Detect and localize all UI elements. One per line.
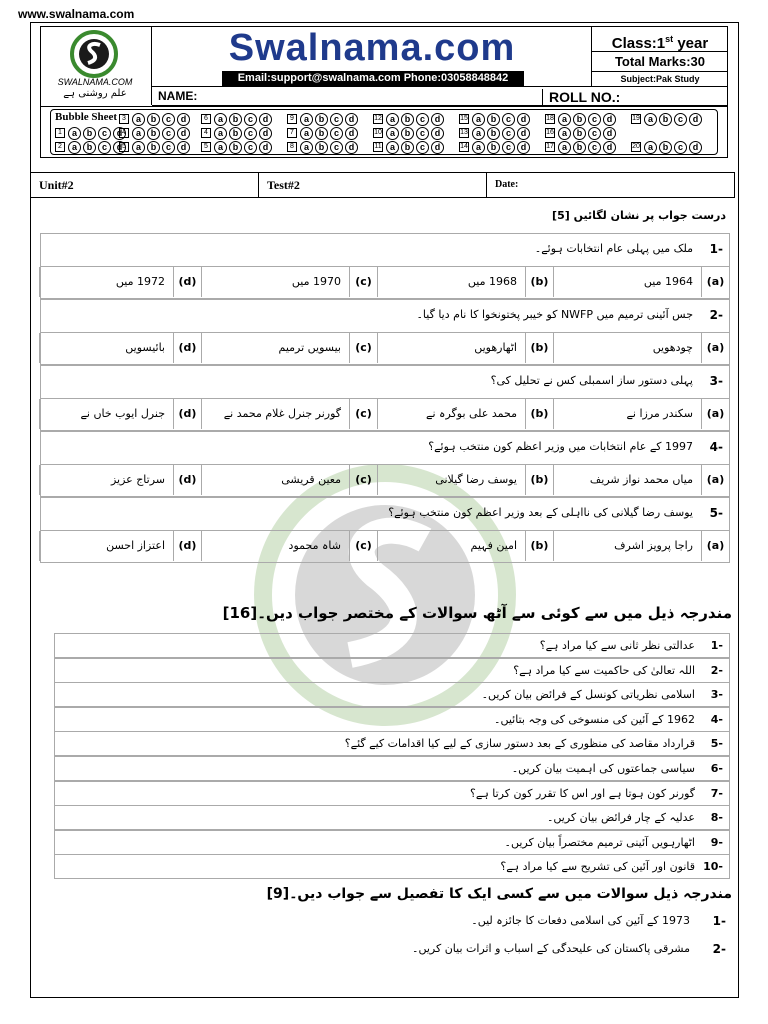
bubble-number: 4 bbox=[201, 128, 211, 138]
bubble-row bbox=[287, 140, 360, 154]
option-cell bbox=[553, 465, 701, 495]
bubble-number: 3 bbox=[119, 114, 129, 124]
mcq-options-row bbox=[40, 267, 730, 299]
option-text: سکندر مرزا نے bbox=[626, 407, 693, 420]
bubble-b[interactable]: b bbox=[229, 141, 242, 154]
bubble-a[interactable]: a bbox=[214, 141, 227, 154]
bubble-b[interactable]: b bbox=[573, 141, 586, 154]
bubble-c[interactable]: c bbox=[416, 113, 429, 126]
mcq-options-row bbox=[40, 531, 730, 563]
question-text: اسلامی نظریاتی کونسل کے فرائض بیان کریں۔ bbox=[481, 688, 695, 702]
bubble-row bbox=[119, 112, 192, 126]
question-text: قانون اور آئین کی تشریح سے کیا مراد ہے؟ bbox=[500, 860, 695, 874]
question-text: اٹھارہویں آئینی ترمیم مختصراً بیان کریں۔ bbox=[504, 835, 695, 849]
bubble-d[interactable]: d bbox=[345, 141, 358, 154]
option-cell bbox=[39, 333, 173, 363]
question-text: پہلی دستور ساز اسمبلی کس نے تحلیل کی؟ bbox=[490, 374, 693, 387]
bubble-c[interactable]: c bbox=[674, 141, 687, 154]
bubble-d[interactable]: d bbox=[177, 113, 190, 126]
bubble-a[interactable]: a bbox=[644, 141, 657, 154]
bubble-b[interactable]: b bbox=[229, 113, 242, 126]
bubble-d[interactable]: d bbox=[517, 141, 530, 154]
short-question-row bbox=[54, 756, 730, 781]
bubble-a[interactable]: a bbox=[472, 141, 485, 154]
bubble-d[interactable]: d bbox=[431, 113, 444, 126]
option-label-b[interactable]: (b) bbox=[525, 531, 553, 561]
bubble-number: 7 bbox=[287, 128, 297, 138]
question-number: 1- bbox=[710, 639, 723, 652]
bubble-number: 13 bbox=[460, 129, 468, 136]
bubble-number: 14 bbox=[460, 143, 468, 150]
question-number: 2- bbox=[709, 308, 723, 322]
bubble-number: 16 bbox=[546, 129, 554, 136]
bubble-a[interactable]: a bbox=[68, 141, 81, 154]
option-label-c[interactable]: (c) bbox=[349, 333, 377, 363]
option-text: سرتاج عزیز bbox=[110, 473, 165, 486]
bubble-number: 17 bbox=[546, 143, 554, 150]
option-text: میاں محمد نواز شریف bbox=[589, 473, 693, 486]
bubble-row bbox=[287, 112, 360, 126]
bubble-a[interactable]: a bbox=[132, 141, 145, 154]
mcq-question-row bbox=[40, 233, 730, 267]
bubble-row bbox=[459, 112, 532, 126]
question-number: 4- bbox=[709, 440, 723, 454]
bubble-row bbox=[545, 126, 618, 140]
bubble-d[interactable]: d bbox=[259, 127, 272, 140]
bubble-c[interactable]: c bbox=[416, 127, 429, 140]
option-cell bbox=[377, 267, 525, 297]
bubble-c[interactable]: c bbox=[330, 127, 343, 140]
long-question-text: مشرقی پاکستان کی علیحدگی کے اسباب و اثرات بیان کریں۔ bbox=[412, 942, 690, 955]
option-cell bbox=[201, 333, 349, 363]
question-number: 7- bbox=[710, 786, 723, 800]
question-number: 2- bbox=[710, 663, 723, 677]
short-question-row bbox=[54, 731, 730, 756]
bubble-b[interactable]: b bbox=[315, 141, 328, 154]
bubble-c[interactable]: c bbox=[502, 141, 515, 154]
unit-label: Unit#2 bbox=[31, 173, 259, 197]
option-cell bbox=[201, 267, 349, 297]
bubble-sheet bbox=[50, 109, 718, 155]
question-number: 2- bbox=[712, 942, 726, 956]
option-cell bbox=[201, 531, 349, 561]
bubble-b[interactable]: b bbox=[401, 113, 414, 126]
option-text: امین فہیم bbox=[470, 539, 517, 552]
question-text: جس آئینی ترمیم میں NWFP کو خیبر پختونخوا کا نام دیا گیا۔ bbox=[416, 308, 693, 321]
bubble-c[interactable]: c bbox=[98, 141, 111, 154]
question-number: 8- bbox=[710, 811, 723, 825]
mcq-options-row bbox=[40, 399, 730, 431]
short-question-row bbox=[54, 658, 730, 683]
option-label-c[interactable]: (c) bbox=[349, 267, 377, 297]
bubble-c[interactable]: c bbox=[674, 113, 687, 126]
bubble-d[interactable]: d bbox=[113, 141, 126, 154]
option-text: معین قریشی bbox=[281, 473, 341, 486]
bubble-b[interactable]: b bbox=[487, 127, 500, 140]
bubble-d[interactable]: d bbox=[177, 127, 190, 140]
option-label-d[interactable]: (d) bbox=[173, 399, 201, 429]
option-label-c[interactable]: (c) bbox=[349, 465, 377, 495]
bubble-d[interactable]: d bbox=[113, 127, 126, 140]
option-cell bbox=[553, 333, 701, 363]
bubble-a[interactable]: a bbox=[300, 141, 313, 154]
bubble-row bbox=[201, 140, 274, 154]
bubble-row bbox=[545, 140, 618, 154]
bubble-d[interactable]: d bbox=[259, 113, 272, 126]
option-label-a[interactable]: (a) bbox=[701, 465, 729, 495]
bubble-d[interactable]: d bbox=[177, 141, 190, 154]
bubble-d[interactable]: d bbox=[517, 113, 530, 126]
question-text: سیاسی جماعتوں کی اہمیت بیان کریں۔ bbox=[511, 762, 695, 775]
bubble-a[interactable]: a bbox=[386, 141, 399, 154]
bubble-a[interactable]: a bbox=[132, 113, 145, 126]
question-number: 1- bbox=[712, 914, 726, 928]
bubble-b[interactable]: b bbox=[487, 113, 500, 126]
option-cell bbox=[39, 531, 173, 561]
bubble-row bbox=[287, 126, 360, 140]
bubble-c[interactable]: c bbox=[502, 113, 515, 126]
bubble-c[interactable]: c bbox=[330, 141, 343, 154]
logo-text: SWALNAMA.COM bbox=[57, 77, 133, 87]
bubble-d[interactable]: d bbox=[689, 113, 702, 126]
bubble-c[interactable]: c bbox=[588, 113, 601, 126]
bubble-b[interactable]: b bbox=[83, 141, 96, 154]
bubble-d[interactable]: d bbox=[603, 127, 616, 140]
option-text: شاہ محمود bbox=[288, 539, 341, 552]
bubble-b[interactable]: b bbox=[83, 127, 96, 140]
option-cell bbox=[553, 267, 701, 297]
bubble-c[interactable]: c bbox=[416, 141, 429, 154]
mcq-question-row bbox=[40, 299, 730, 333]
bubble-a[interactable]: a bbox=[558, 141, 571, 154]
bubble-row bbox=[545, 112, 618, 126]
question-number: 3- bbox=[710, 688, 723, 702]
question-text: عدلیہ کے چار فرائض بیان کریں۔ bbox=[546, 811, 695, 825]
test-label: Test#2 bbox=[259, 173, 487, 197]
bubble-row bbox=[119, 126, 192, 140]
bubble-b[interactable]: b bbox=[573, 127, 586, 140]
bubble-a[interactable]: a bbox=[472, 127, 485, 140]
logo-tagline: علم روشنی ہے bbox=[63, 88, 127, 99]
mcq-options-row bbox=[40, 333, 730, 365]
short-heading: مندرجہ ذیل میں سے کوئی سے آٹھ سوالات کے مختصر جواب دیں۔[16] bbox=[222, 604, 732, 622]
option-text: بیسویں ترمیم bbox=[278, 341, 341, 354]
short-question-row bbox=[54, 633, 730, 658]
info-row bbox=[30, 172, 735, 198]
bubble-number: 1 bbox=[55, 128, 65, 138]
bubble-number: 9 bbox=[287, 114, 297, 124]
bubble-c[interactable]: c bbox=[162, 141, 175, 154]
mcq-question-row bbox=[40, 431, 730, 465]
contact-bar: Email:support@swalnama.com Phone:03058848842 bbox=[222, 71, 524, 86]
bubble-number: 15 bbox=[460, 115, 468, 122]
option-text: 1964 میں bbox=[643, 275, 693, 288]
bubble-row bbox=[459, 140, 532, 154]
option-text: 1968 میں bbox=[467, 275, 517, 288]
bubble-row bbox=[201, 112, 274, 126]
option-text: راجا پرویز اشرف bbox=[614, 539, 693, 552]
question-number: 6- bbox=[710, 762, 723, 775]
bubble-number: 4 bbox=[119, 128, 129, 138]
bubble-row bbox=[55, 126, 128, 140]
bubble-number: 19 bbox=[632, 115, 640, 122]
option-label-a[interactable]: (a) bbox=[701, 399, 729, 429]
question-text: عدالتی نظر ثانی سے کیا مراد ہے؟ bbox=[539, 639, 695, 652]
question-text: گورنر کون ہوتا ہے اور اس کا تقرر کون کرتا ہے؟ bbox=[470, 786, 695, 800]
question-text: اللہ تعالیٰ کی حاکمیت سے کیا مراد ہے؟ bbox=[513, 663, 695, 677]
bubble-b[interactable]: b bbox=[147, 141, 160, 154]
bubble-c[interactable]: c bbox=[98, 127, 111, 140]
option-cell bbox=[39, 465, 173, 495]
bubble-d[interactable]: d bbox=[345, 127, 358, 140]
logo-cell bbox=[40, 26, 152, 105]
option-label-c[interactable]: (c) bbox=[349, 531, 377, 561]
short-question-row bbox=[54, 805, 730, 830]
question-number: 10- bbox=[703, 860, 723, 874]
option-label-a[interactable]: (a) bbox=[701, 267, 729, 297]
logo-icon bbox=[62, 30, 126, 78]
option-label-b[interactable]: (b) bbox=[525, 267, 553, 297]
option-label-d[interactable]: (d) bbox=[173, 465, 201, 495]
bubble-d[interactable]: d bbox=[431, 127, 444, 140]
option-label-d[interactable]: (d) bbox=[173, 333, 201, 363]
bubble-a[interactable]: a bbox=[300, 113, 313, 126]
bubble-d[interactable]: d bbox=[603, 141, 616, 154]
bubble-c[interactable]: c bbox=[502, 127, 515, 140]
bubble-b[interactable]: b bbox=[573, 113, 586, 126]
bubble-d[interactable]: d bbox=[517, 127, 530, 140]
option-text: محمد علی بوگرہ نے bbox=[426, 407, 517, 420]
short-question-row bbox=[54, 781, 730, 806]
short-question-row bbox=[54, 682, 730, 707]
option-text: جنرل ایوب خاں نے bbox=[80, 407, 165, 420]
bubble-b[interactable]: b bbox=[659, 113, 672, 126]
question-number: 5- bbox=[709, 506, 723, 520]
option-text: 1970 میں bbox=[291, 275, 341, 288]
bubble-c[interactable]: c bbox=[588, 141, 601, 154]
bubble-b[interactable]: b bbox=[315, 127, 328, 140]
bubble-row bbox=[459, 126, 532, 140]
bubble-row bbox=[631, 112, 704, 126]
bubble-row bbox=[631, 140, 704, 154]
option-text: اٹھارھویں bbox=[474, 341, 517, 354]
short-question-row bbox=[54, 707, 730, 732]
question-number: 4- bbox=[710, 712, 723, 726]
option-text: بائیسویں bbox=[125, 341, 165, 354]
bubble-number: 11 bbox=[374, 143, 382, 150]
option-text: اعتزاز احسن bbox=[106, 539, 165, 552]
bubble-a[interactable]: a bbox=[472, 113, 485, 126]
option-label-b[interactable]: (b) bbox=[525, 465, 553, 495]
bubble-c[interactable]: c bbox=[162, 127, 175, 140]
option-label-a[interactable]: (a) bbox=[701, 531, 729, 561]
option-text: 1972 میں bbox=[115, 275, 165, 288]
bubble-d[interactable]: d bbox=[259, 141, 272, 154]
bubble-c[interactable]: c bbox=[244, 113, 257, 126]
bubble-c[interactable]: c bbox=[244, 141, 257, 154]
question-text: 1997 کے عام انتخابات میں وزیر اعظم کون منتخب ہوئے؟ bbox=[428, 440, 693, 453]
bubble-a[interactable]: a bbox=[558, 113, 571, 126]
class-box bbox=[591, 26, 728, 52]
bubble-number: 18 bbox=[546, 115, 554, 122]
option-label-b[interactable]: (b) bbox=[525, 333, 553, 363]
bubble-a[interactable]: a bbox=[214, 127, 227, 140]
option-cell bbox=[377, 465, 525, 495]
option-cell bbox=[377, 399, 525, 429]
brand-title: Swalnama.com bbox=[228, 27, 516, 69]
short-question-row bbox=[54, 830, 730, 855]
bubble-c[interactable]: c bbox=[588, 127, 601, 140]
question-number: 1- bbox=[709, 242, 723, 256]
bubble-row bbox=[373, 140, 446, 154]
question-text: 1962 کے آئین کی منسوخی کی وجہ بتائیں۔ bbox=[494, 712, 695, 726]
bubble-number: 6 bbox=[201, 114, 211, 124]
bubble-number: 8 bbox=[287, 142, 297, 152]
question-text: ملک میں پہلی عام انتخابات ہوئے۔ bbox=[534, 242, 693, 255]
bubble-b[interactable]: b bbox=[659, 141, 672, 154]
bubble-row bbox=[373, 112, 446, 126]
mcq-question-row bbox=[40, 365, 730, 399]
question-number: 5- bbox=[710, 737, 723, 751]
subject: Subject:Pak Study bbox=[591, 72, 728, 86]
option-cell bbox=[553, 399, 701, 429]
option-cell bbox=[377, 333, 525, 363]
bubble-d[interactable]: d bbox=[431, 141, 444, 154]
short-question-row bbox=[54, 854, 730, 879]
long-heading: مندرجہ ذیل سوالات میں سے کسی ایک کا تفصیل سے جواب دیں۔[9] bbox=[266, 886, 732, 902]
total-marks: Total Marks:30 bbox=[591, 52, 728, 72]
long-question-text: 1973 کے آئین کی اسلامی دفعات کا جائزہ لیں۔ bbox=[471, 914, 690, 927]
roll-label: ROLL NO.: bbox=[542, 89, 620, 107]
bubble-b[interactable]: b bbox=[315, 113, 328, 126]
class-suffix: year bbox=[673, 35, 709, 52]
bubble-d[interactable]: d bbox=[689, 141, 702, 154]
option-cell bbox=[201, 399, 349, 429]
mcq-question-row bbox=[40, 497, 730, 531]
bubble-sheet-title: Bubble Sheet bbox=[55, 111, 118, 123]
bubble-a[interactable]: a bbox=[214, 113, 227, 126]
bubble-a[interactable]: a bbox=[386, 127, 399, 140]
bubble-number: 5 bbox=[201, 142, 211, 152]
bubble-a[interactable]: a bbox=[386, 113, 399, 126]
bubble-d[interactable]: d bbox=[345, 113, 358, 126]
option-label-b[interactable]: (b) bbox=[525, 399, 553, 429]
bubble-c[interactable]: c bbox=[244, 127, 257, 140]
option-cell bbox=[377, 531, 525, 561]
bubble-row bbox=[119, 140, 192, 154]
bubble-a[interactable]: a bbox=[68, 127, 81, 140]
bubble-a[interactable]: a bbox=[132, 127, 145, 140]
date-label: Date: bbox=[495, 179, 519, 190]
bubble-number: 5 bbox=[119, 142, 129, 152]
name-row bbox=[152, 86, 728, 106]
site-url: www.swalnama.com bbox=[18, 7, 135, 21]
bubble-b[interactable]: b bbox=[147, 113, 160, 126]
option-label-a[interactable]: (a) bbox=[701, 333, 729, 363]
name-label: NAME: bbox=[158, 89, 198, 103]
bubble-b[interactable]: b bbox=[147, 127, 160, 140]
bubble-c[interactable]: c bbox=[162, 113, 175, 126]
option-label-d[interactable]: (d) bbox=[173, 531, 201, 561]
bubble-b[interactable]: b bbox=[487, 141, 500, 154]
bubble-d[interactable]: d bbox=[603, 113, 616, 126]
bubble-a[interactable]: a bbox=[558, 127, 571, 140]
option-text: گورنر جنرل غلام محمد نے bbox=[223, 407, 341, 420]
bubble-number: 2 bbox=[55, 142, 65, 152]
option-label-d[interactable]: (d) bbox=[173, 267, 201, 297]
option-cell bbox=[39, 399, 173, 429]
option-text: یوسف رضا گیلانی bbox=[435, 473, 517, 486]
option-text: چودھویں bbox=[652, 341, 693, 354]
bubble-b[interactable]: b bbox=[229, 127, 242, 140]
option-cell bbox=[201, 465, 349, 495]
bubble-b[interactable]: b bbox=[401, 141, 414, 154]
mcq-heading: درست جواب پر نشان لگائیں [5] bbox=[552, 209, 726, 222]
bubble-number: 10 bbox=[374, 129, 382, 136]
option-cell bbox=[39, 267, 173, 297]
class-sup: st bbox=[665, 34, 674, 44]
option-label-c[interactable]: (c) bbox=[349, 399, 377, 429]
question-text: یوسف رضا گیلانی کی نااہلی کے بعد وزیر اعظم کون منتخب ہوئے؟ bbox=[388, 506, 693, 519]
question-number: 9- bbox=[710, 835, 723, 849]
bubble-row bbox=[55, 140, 128, 154]
bubble-number: 12 bbox=[374, 115, 382, 122]
question-number: 3- bbox=[709, 374, 723, 388]
class-label: Class:1 bbox=[611, 35, 666, 52]
question-text: قرارداد مقاصد کی منظوری کے بعد دستور سازی کے لیے کیا اقدامات کیے گئے؟ bbox=[344, 737, 695, 751]
bubble-a[interactable]: a bbox=[300, 127, 313, 140]
option-cell bbox=[553, 531, 701, 561]
bubble-row bbox=[373, 126, 446, 140]
bubble-c[interactable]: c bbox=[330, 113, 343, 126]
bubble-b[interactable]: b bbox=[401, 127, 414, 140]
bubble-a[interactable]: a bbox=[644, 113, 657, 126]
mcq-options-row bbox=[40, 465, 730, 497]
bubble-number: 20 bbox=[632, 143, 640, 150]
bubble-row bbox=[201, 126, 274, 140]
